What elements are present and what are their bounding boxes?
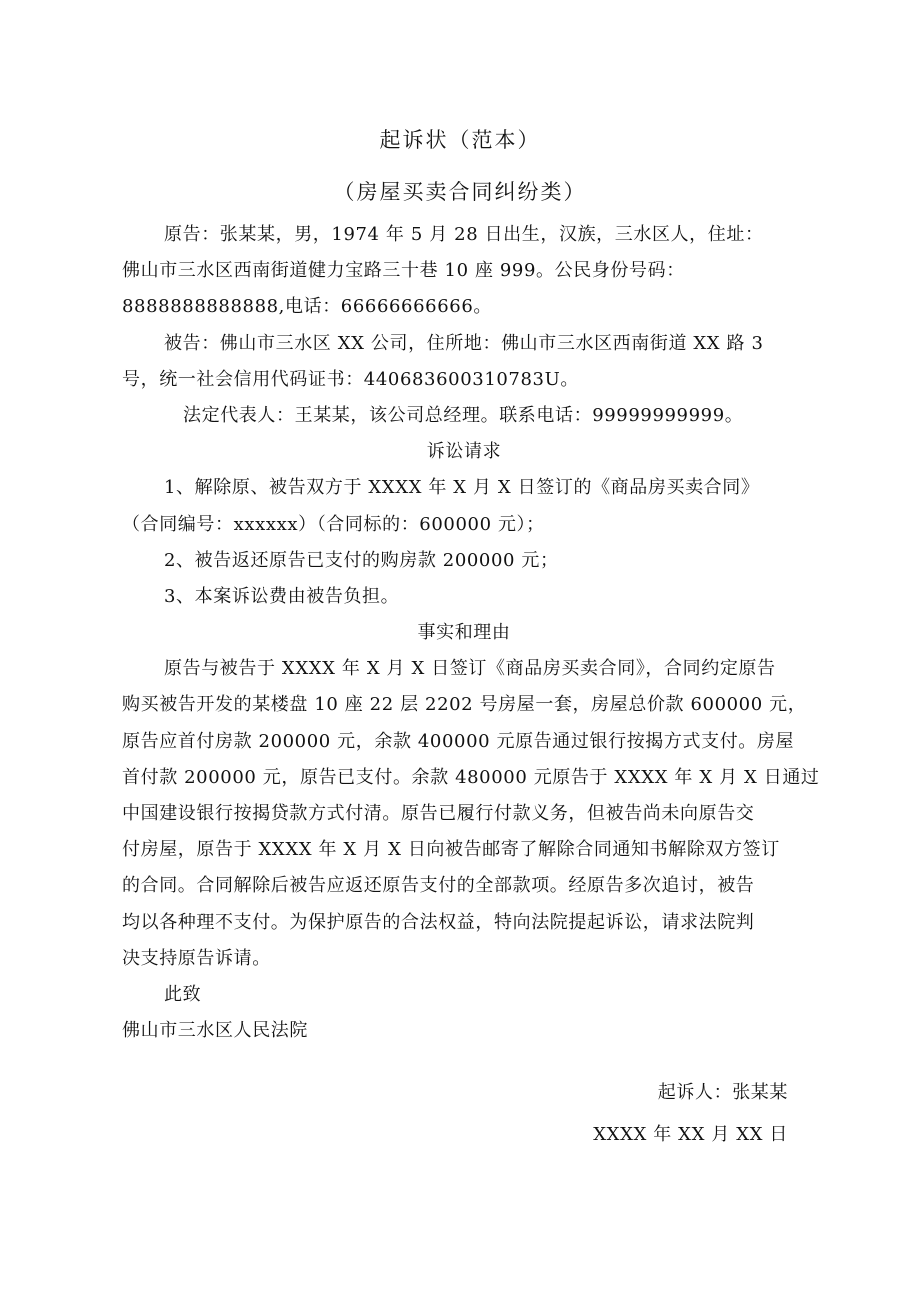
court-name: 佛山市三水区人民法院 bbox=[122, 1020, 308, 1042]
plaintiff-line-3: 8888888888888,电话：66666666666。 bbox=[122, 296, 492, 318]
signature-date: XXXX 年 XX 月 XX 日 bbox=[593, 1124, 788, 1145]
closing-salutation: 此致 bbox=[164, 983, 202, 1005]
claim-1-line-2: （合同编号：xxxxxx）（合同标的：600000 元）； bbox=[122, 513, 545, 535]
facts-line: 均以各种理不支付。为保护原告的合法权益，特向法院提起诉讼，请求法院判 bbox=[122, 911, 755, 933]
signature-plaintiff: 起诉人：张某某 bbox=[657, 1082, 788, 1103]
document-body bbox=[122, 217, 820, 1049]
facts-line: 购买被告开发的某楼盘 10 座 22 层 2202 号房屋一套，房屋总价款 600000 元， bbox=[122, 694, 807, 716]
plaintiff-line-2: 佛山市三水区西南街道健力宝路三十巷 10 座 999。公民身份号码： bbox=[122, 260, 685, 282]
claim-3: 3、本案诉讼费由被告负担。 bbox=[164, 585, 400, 607]
claims-heading: 诉讼请求 bbox=[426, 441, 502, 463]
defendant-line-2: 号，统一社会信用代码证书：440683600310783U。 bbox=[122, 368, 579, 390]
facts-line: 原告应首付房款 200000 元，余款 400000 元原告通过银行按揭方式支付。房屋 bbox=[122, 730, 795, 752]
facts-line: 原告与被告于 XXXX 年 X 月 X 日签订《商品房买卖合同》，合同约定原告 bbox=[164, 658, 776, 680]
claim-1-line-1: 1、解除原、被告双方于 XXXX 年 X 月 X 日签订的《商品房买卖合同》 bbox=[164, 477, 760, 499]
defendant-line-1: 被告：佛山市三水区 XX 公司，住所地：佛山市三水区西南街道 XX 路 3 bbox=[164, 332, 764, 354]
facts-line: 首付款 200000 元，原告已支付。余款 480000 元原告于 XXXX 年 X 月 X 日通过 bbox=[122, 766, 820, 788]
document-title: 起诉状（范本） bbox=[379, 128, 541, 152]
facts-line: 付房屋，原告于 XXXX 年 X 月 X 日向被告邮寄了解除合同通知书解除双方签订 bbox=[122, 839, 780, 861]
facts-line: 决支持原告诉请。 bbox=[122, 947, 271, 969]
facts-line: 中国建设银行按揭贷款方式付清。原告已履行付款义务，但被告尚未向原告交 bbox=[122, 803, 755, 824]
claim-2: 2、被告返还原告已支付的购房款 200000 元； bbox=[164, 549, 559, 571]
legal-representative: 法定代表人：王某某，该公司总经理。联系电话：99999999999。 bbox=[183, 404, 744, 426]
plaintiff-line-1: 原告：张某某，男，1974 年 5 月 28 日出生，汉族，三水区人，住址： bbox=[164, 224, 764, 245]
document-subtitle: （房屋买卖合同纠纷类） bbox=[333, 180, 587, 204]
facts-line: 的合同。合同解除后被告应返还原告支付的全部款项。经原告多次追讨，被告 bbox=[122, 875, 755, 897]
facts-heading: 事实和理由 bbox=[417, 622, 511, 644]
